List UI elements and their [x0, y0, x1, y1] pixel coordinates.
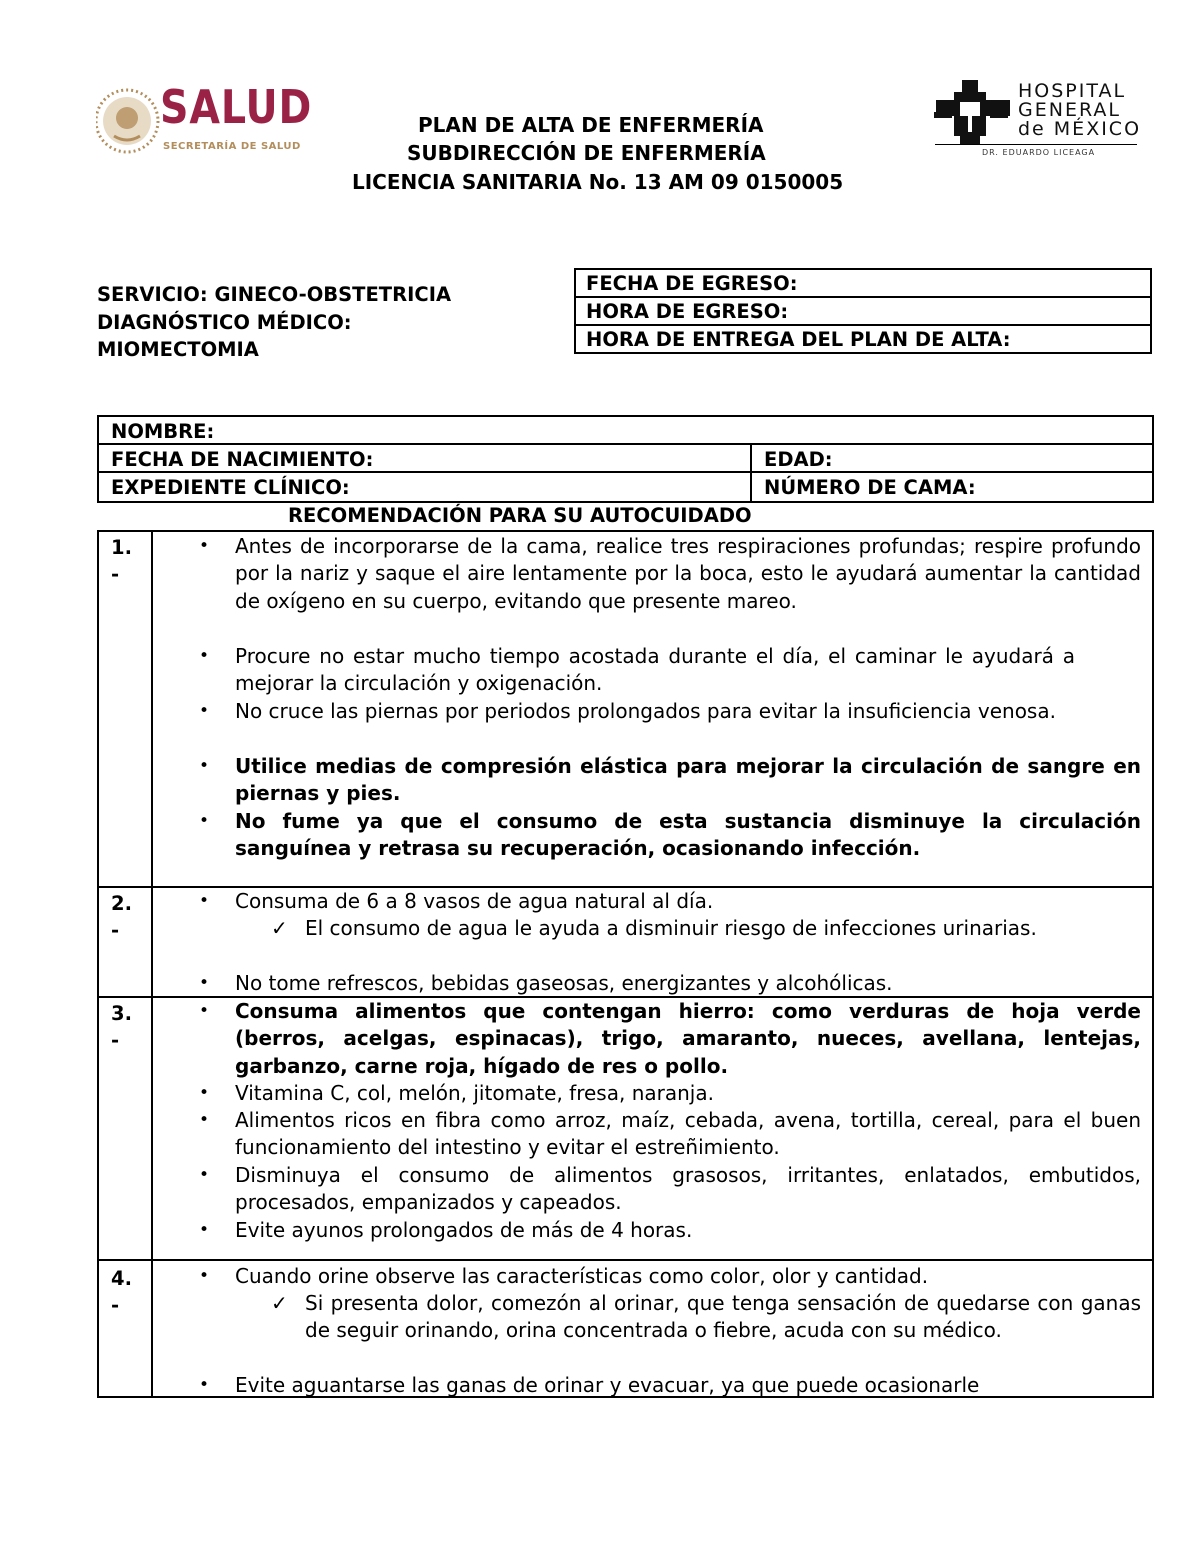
section-number: 2. -: [99, 888, 153, 996]
service-label: SERVICIO: GINECO-OBSTETRICIA: [97, 283, 452, 306]
list-item: No cruce las piernas por periodos prolongados para evitar la insuficiencia venosa.: [235, 699, 1056, 723]
patient-row-name: [99, 417, 1152, 445]
list-item: Si presenta dolor, comezón al orinar, que tenga sensación de quedarse con ganas de seguir orinando, orina concentrada o fiebre, acuda con su médico.: [305, 1291, 1141, 1343]
discharge-date-field: FECHA DE EGRESO:: [576, 270, 1150, 298]
clinical-record-field: EXPEDIENTE CLÍNICO:: [111, 476, 350, 499]
list-item: Consuma alimentos que contengan hierro: como verduras de hoja verde (berros, acelgas, espinacas), trigo, amaranto, nueces, avellana, lentejas, garbanzo, carne roja, hígado de res o pollo.: [235, 999, 1141, 1078]
license-number: LICENCIA SANITARIA No. 13 AM 09 0150005: [352, 170, 844, 194]
list-item: Alimentos ricos en fibra como arroz, maíz, cebada, avena, tortilla, cereal, para el buen funcionamiento del intestino y evitar el estreñimiento.: [235, 1108, 1141, 1160]
salud-logo-word: SALUD: [160, 80, 313, 134]
bullet-icon: •: [199, 1375, 210, 1395]
list-item: Evite ayunos prolongados de más de 4 horas.: [235, 1218, 693, 1242]
hospital-logo-line3: de MÉXICO: [1018, 118, 1142, 140]
recommendation-section-4: [99, 1261, 1152, 1396]
check-icon: ✓: [271, 916, 288, 940]
diagnosis-value: MIOMECTOMIA: [97, 338, 259, 361]
age-field: EDAD:: [750, 445, 833, 471]
section-number: 3. -: [99, 998, 153, 1259]
document-title: PLAN DE ALTA DE ENFERMERÍA: [418, 113, 764, 137]
recommendation-section-2: [99, 888, 1152, 998]
list-item: Consuma de 6 a 8 vasos de agua natural al día.: [235, 889, 714, 913]
bullet-icon: •: [199, 536, 210, 556]
bullet-icon: •: [199, 1165, 210, 1185]
patient-row-birth: [99, 445, 1152, 473]
list-item: No tome refrescos, bebidas gaseosas, energizantes y alcohólicas.: [235, 971, 893, 995]
list-item: Vitamina C, col, melón, jitomate, fresa, naranja.: [235, 1081, 714, 1105]
list-item: Utilice medias de compresión elástica para mejorar la circulación de sangre en piernas y pies.: [235, 754, 1141, 806]
bullet-icon: •: [199, 1266, 210, 1286]
bullet-icon: •: [199, 1083, 210, 1103]
list-item: El consumo de agua le ayuda a disminuir riesgo de infecciones urinarias.: [305, 916, 1037, 940]
section-number: 1. -: [99, 532, 153, 886]
list-item: Procure no estar mucho tiempo acostada durante el día, el caminar le ayudará a mejorar la circulación y oxigenación.: [235, 644, 1075, 696]
bullet-icon: •: [199, 1220, 210, 1240]
bed-number-field: NÚMERO DE CAMA:: [750, 473, 976, 501]
hospital-logo-line1: HOSPITAL: [1018, 80, 1127, 102]
list-item: No fume ya que el consumo de esta sustancia disminuye la circulación sanguínea y retrasa su recuperación, ocasionando infección.: [235, 809, 1141, 861]
list-item: Cuando orine observe las características como color, olor y cantidad.: [235, 1264, 929, 1288]
check-icon: ✓: [271, 1291, 288, 1315]
bullet-icon: •: [199, 973, 210, 993]
bullet-icon: •: [199, 891, 210, 911]
hospital-logo-subtitle: DR. EDUARDO LICEAGA: [982, 148, 1096, 157]
recommendations-title: RECOMENDACIÓN PARA SU AUTOCUIDADO: [288, 504, 752, 527]
patient-name-field: NOMBRE:: [111, 420, 215, 443]
bullet-icon: •: [199, 756, 210, 776]
diagnosis-label: DIAGNÓSTICO MÉDICO:: [97, 311, 352, 334]
recommendation-section-3: [99, 998, 1152, 1261]
hospital-logo-line2: GENERAL: [1018, 99, 1121, 121]
patient-info-table: [97, 415, 1154, 503]
birth-date-field: FECHA DE NACIMIENTO:: [111, 448, 374, 471]
list-item: Disminuya el consumo de alimentos grasosos, irritantes, enlatados, embutidos, procesados, empanizados y capeados.: [235, 1163, 1141, 1215]
bullet-icon: •: [199, 1001, 210, 1021]
patient-row-record: [99, 473, 1152, 501]
section-number: 4. -: [99, 1261, 153, 1396]
bullet-icon: •: [199, 811, 210, 831]
list-item: Antes de incorporarse de la cama, realice tres respiraciones profundas; respire profundo por la nariz y saque el aire lentamente por la boca, esto le ayudará aumentar la cantidad de oxígeno en su cuerpo, evitando que presente mareo.: [235, 534, 1141, 613]
plan-delivery-time-field: HORA DE ENTREGA DEL PLAN DE ALTA:: [586, 328, 1011, 351]
bullet-icon: •: [199, 646, 210, 666]
salud-logo-subtitle: SECRETARÍA DE SALUD: [163, 141, 301, 152]
discharge-info-box: [574, 268, 1152, 354]
bullet-icon: •: [199, 701, 210, 721]
discharge-time-field: HORA DE EGRESO:: [576, 298, 1150, 326]
bullet-icon: •: [199, 1110, 210, 1130]
recommendations-table: [97, 530, 1154, 1398]
list-item: Evite aguantarse las ganas de orinar y evacuar, ya que puede ocasionarle: [235, 1373, 980, 1397]
recommendation-section-1: [99, 532, 1152, 888]
document-subtitle: SUBDIRECCIÓN DE ENFERMERÍA: [407, 141, 766, 165]
